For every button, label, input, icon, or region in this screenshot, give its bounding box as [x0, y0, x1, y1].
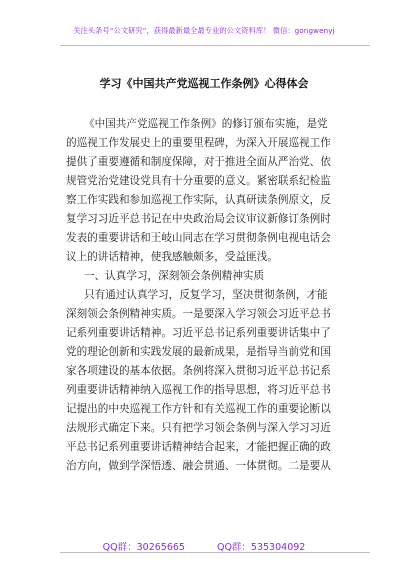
header-divider — [60, 45, 370, 46]
footer-contacts — [0, 539, 408, 553]
body-line: 治方向，做到学深悟透、融会贯通、一体贯彻。二是要从 — [66, 460, 331, 472]
body-line: 察工作实践和参加巡视工作实际，认真研读条例原文，反 — [66, 194, 331, 206]
body-line: 列重要讲话精神纳入巡视工作的指导思想，将习近平总书 — [66, 384, 331, 396]
body-line: 发表的重要讲话和王岐山同志在学习贯彻条例电视电话会 — [66, 232, 331, 244]
body-line: 党的理论创新和实践发展的最新成果，是指导当前党和国 — [66, 346, 331, 358]
qq-group-1: QQ群：30265665 — [102, 542, 185, 553]
body-line: 复学习习近平总书记在中央政治局会议审议新修订条例时 — [66, 213, 331, 225]
body-line: 提供了重要遵循和制度保障，对于推进全面从严治党、依 — [66, 156, 331, 168]
body-line: 议上的讲话精神，使我感触颇多，受益匪浅。 — [66, 251, 278, 263]
body-line: 平总书记系列重要讲话精神结合起来，才能把握正确的政 — [66, 441, 331, 453]
header-note: 关注头条号“公文研究”，获得最新最全最专业的公文资料库！ 微信：gongwenyj — [73, 26, 335, 35]
footer-divider — [60, 552, 370, 553]
body-line: 只有通过认真学习，反复学习，坚决贯彻条例，才能 — [84, 289, 328, 301]
document-body — [66, 115, 350, 476]
qq-group-2: QQ群：535304092 — [216, 542, 306, 553]
body-line: 的巡视工作发展史上的重要里程碑，为深入开展巡视工作 — [66, 137, 331, 149]
body-line: 规管党治党建设党具有十分重要的意义。紧密联系纪检监 — [66, 175, 331, 187]
section-heading: 一、认真学习，深刻领会条例精神实质 — [84, 270, 265, 282]
document-title: 学习《中国共产党巡视工作条例》心得体会 — [99, 77, 309, 90]
body-line: 《中国共产党巡视工作条例》的修订颁布实施，是党 — [84, 118, 328, 130]
body-line: 深刻领会条例精神实质。一是要深入学习领会习近平总书 — [66, 308, 331, 320]
body-line: 记系列重要讲话精神。习近平总书记系列重要讲话集中了 — [66, 327, 331, 339]
body-line: 法规形式确定下来。只有把学习领会条例与深入学习习近 — [66, 422, 331, 434]
body-line: 记提出的中央巡视工作方针和有关巡视工作的重要论断以 — [66, 403, 331, 415]
body-line: 家各项建设的基本依据。条例将深入贯彻习近平总书记系 — [66, 365, 331, 377]
